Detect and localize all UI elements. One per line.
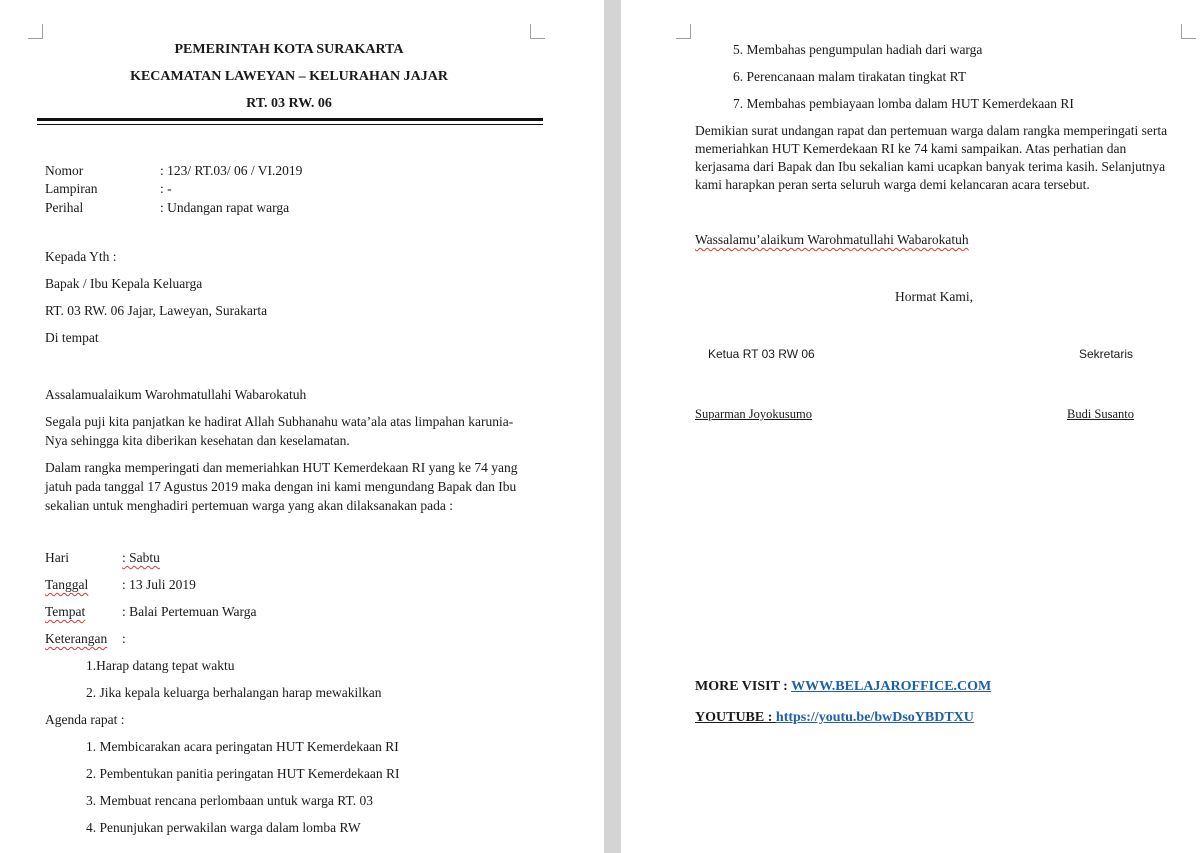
hari-value: : Sabtu [122,550,160,565]
agenda-item: 5. Membahas pengumpulan hadiah dari warga [733,42,983,57]
sekretaris-name: Budi Susanto [1067,407,1135,421]
nomor-label: Nomor [45,163,84,178]
lampiran-value: : - [160,181,172,196]
crop-mark [530,24,545,39]
tempat-label: Tempat [45,604,86,619]
nomor-value: : 123/ RT.03/ 06 / VI.2019 [160,163,303,178]
crop-mark [676,24,691,39]
closing-salam: Wassalamu’alaikum Warohmatullahi Wabarokatuh [695,232,969,247]
letterhead-line3: RT. 03 RW. 06 [246,96,332,111]
greeting: Assalamualaikum Warohmatullahi Wabarokatuh [45,387,307,402]
ketua-name: Suparman Joyokusumo [695,407,813,421]
agenda-item: 6. Perencanaan malam tirakatan tingkat RT [733,69,967,84]
note-item: 2. Jika kepala keluarga berhalangan harap mewakilkan [86,685,382,700]
recipient-name: Bapak / Ibu Kepala Keluarga [45,276,203,291]
promo-visit [695,679,991,695]
hormat-kami: Hormat Kami, [895,289,973,304]
paragraph1-line1: Segala puji kita panjatkan ke hadirat Allah Subhanahu wata’ala atas limpahan karunia- [45,414,514,429]
letterhead-line2: KECAMATAN LAWEYAN – KELURAHAN JAJAR [130,69,448,84]
agenda-label: Agenda rapat : [45,712,125,727]
paragraph2-line2: jatuh pada tanggal 17 Agustus 2019 maka dengan ini kami mengundang Bapak dan Ibu [45,479,517,494]
letterhead-rule-thick [37,118,543,121]
tanggal-value: : 13 Juli 2019 [122,577,196,592]
tempat-value: : Balai Pertemuan Warga [122,604,257,619]
keterangan-label: Keterangan [45,631,108,646]
paragraph2-line3: sekalian untuk menghadiri pertemuan warga yang akan dilaksanakan pada : [45,498,453,513]
paragraph1-line2: Nya sehingga kita diberikan kesehatan dan keselamatan. [45,433,350,448]
letterhead-line1: PEMERINTAH KOTA SURAKARTA [174,42,404,57]
page-gap [604,0,621,853]
agenda-item: 3. Membuat rencana perlombaan untuk warga RT. 03 [86,793,373,808]
tanggal-label: Tanggal [45,577,89,592]
promo-visit-label: MORE VISIT : [695,679,792,694]
agenda-item: 1. Membicarakan acara peringatan HUT Kemerdekaan RI [86,739,399,754]
note-item: 1.Harap datang tepat waktu [86,658,235,673]
paragraph2-line1: Dalam rangka memperingati dan memeriahkan HUT Kemerdekaan RI yang ke 74 yang [45,460,518,475]
agenda-item: 2. Pembentukan panitia peringatan HUT Kemerdekaan RI [86,766,400,781]
closing-line4: kami harapkan peran serta seluruh warga demi kelancaran acara tersebut. [695,177,1090,192]
letterhead-rule-thin [37,124,543,125]
recipient-place: Di tempat [45,330,99,345]
closing-line2: memeriahkan HUT Kemerdekaan RI ke 74 kami sampaikan. Atas perhatian dan [695,141,1127,156]
sekretaris-title: Sekretaris [1079,347,1134,361]
crop-mark [1181,24,1196,39]
promo-youtube-link[interactable]: https://youtu.be/bwDsoYBDTXU [775,710,974,725]
agenda-item: 4. Penunjukan perwakilan warga dalam lomba RW [86,820,361,835]
hari-label: Hari [45,550,69,565]
perihal-label: Perihal [45,200,84,215]
keterangan-colon: : [122,631,126,646]
ketua-title: Ketua RT 03 RW 06 [708,347,815,361]
promo-visit-link[interactable]: WWW.BELAJAROFFICE.COM [791,679,992,694]
promo-youtube [695,710,974,726]
closing-line3: kerjasama dari Bapak dan Ibu sekalian kami ucapkan banyak terima kasih. Selanjutnya [695,159,1166,174]
crop-mark [28,24,43,39]
lampiran-label: Lampiran [45,181,98,196]
recipient-address: RT. 03 RW. 06 Jajar, Laweyan, Surakarta [45,303,268,318]
closing-line1: Demikian surat undangan rapat dan pertemuan warga dalam rangka memperingati serta [695,123,1168,138]
perihal-value: : Undangan rapat warga [160,200,290,215]
kepada-label: Kepada Yth : [45,249,117,264]
agenda-item: 7. Membahas pembiayaan lomba dalam HUT Kemerdekaan RI [733,96,1074,111]
promo-youtube-label: YOUTUBE : [695,710,776,725]
document-page-2 [621,0,1200,853]
